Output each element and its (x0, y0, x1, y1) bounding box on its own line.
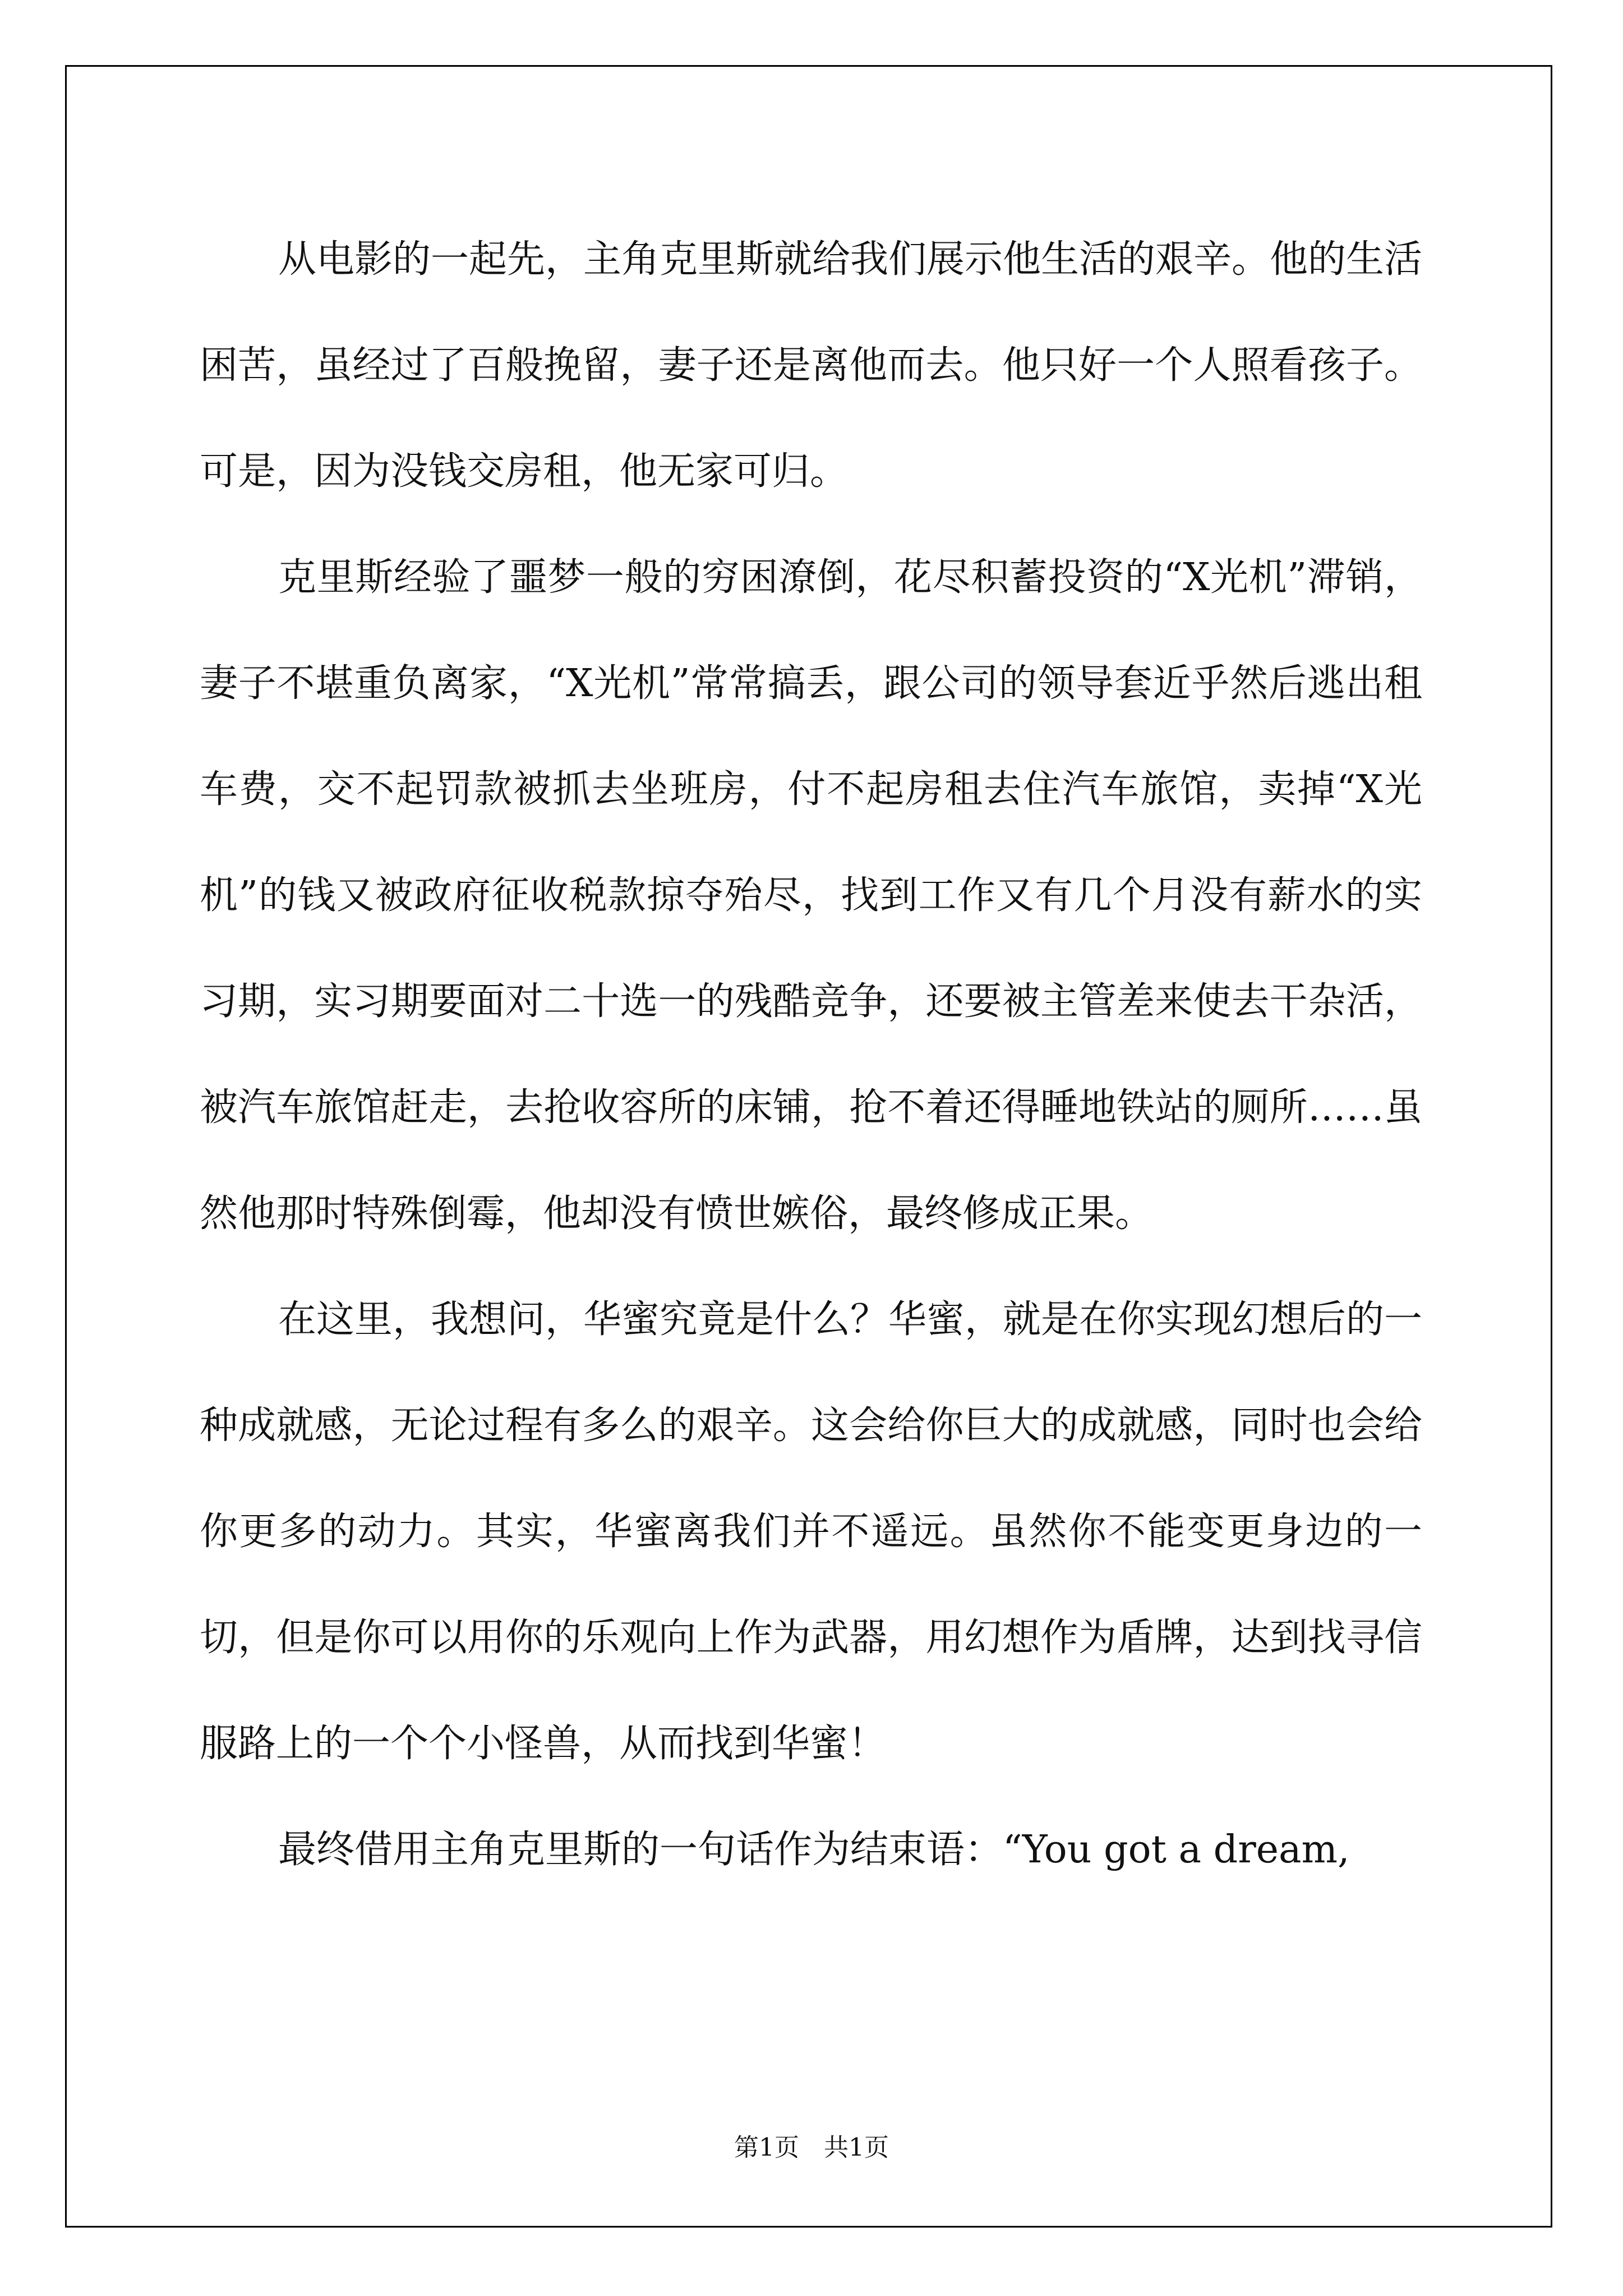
paragraph-4: 最终借用主角克里斯的一句话作为结束语：“You got a dream, (278, 1828, 1350, 1872)
document-body (200, 206, 1422, 1903)
paragraph-2: 克里斯经验了噩梦一般的穷困潦倒，花尽积蓄投资的“X光机”滞销，妻子不堪重负离家，“X光机”常常搞丢，跟公司的领导套近乎然后逃出租车费，交不起罚款被抓去坐班房，付不起房租去住汽车旅馆，卖掉“X光机”的钱又被政府征收税款掠夺殆尽，找到工作又有几个月没有薪水的实习期，实习期要面对二十选一的残酷竞争，还要被主管差来使去干杂活，被汽车旅馆赶走，去抢收容所的床铺，抢不着还得睡地铁站的厕所……虽然他那时特殊倒霉，他却没有愤世嫉俗，最终修成正果。 (200, 555, 1422, 1236)
paragraph-1: 从电影的一起先，主角克里斯就给我们展示他生活的艰辛。他的生活困苦，虽经过了百般挽留，妻子还是离他而去。他只好一个人照看孩子。可是，因为没钱交房租，他无家可归。 (200, 237, 1423, 494)
paragraph-3: 在这里，我想问，华蜜究竟是什么？华蜜，就是在你实现幻想后的一种成就感，无论过程有多么的艰辛。这会给你巨大的成就感，同时也会给你更多的动力。其实，华蜜离我们并不遥远。虽然你不能变更身边的一切，但是你可以用你的乐观向上作为武器，用幻想作为盾牌，达到找寻信服路上的一个个小怪兽，从而找到华蜜！ (200, 1297, 1423, 1766)
page-number-footer: 第1页 共1页 (734, 2133, 889, 2162)
